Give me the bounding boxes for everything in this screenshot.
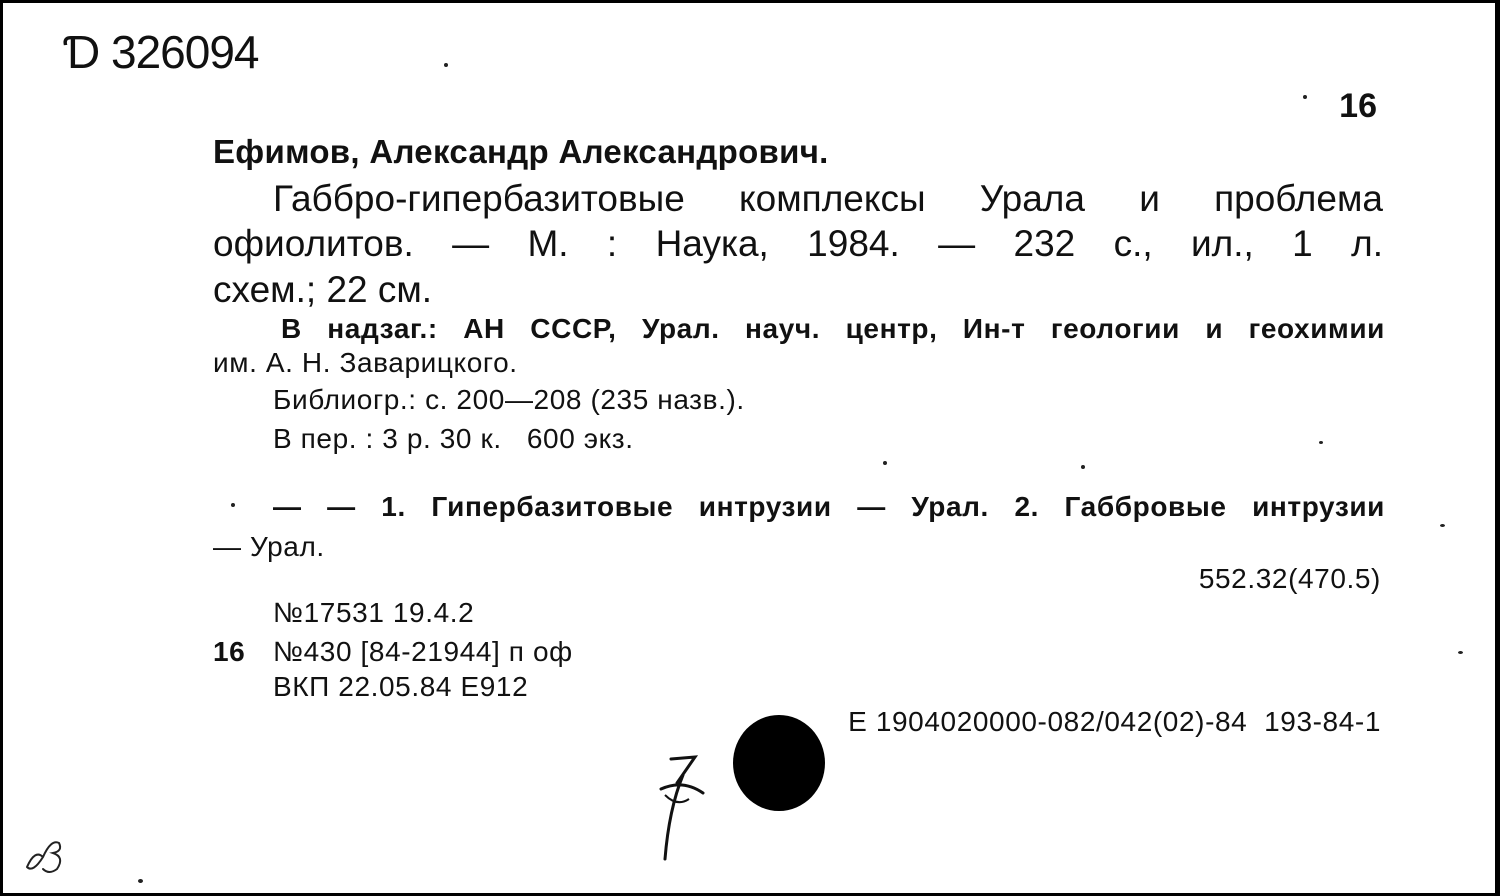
speck bbox=[444, 63, 448, 67]
udc-index: 552.32(470.5) bbox=[1198, 563, 1381, 594]
record-line-1: №17531 19.4.2 bbox=[273, 597, 475, 628]
speck bbox=[1303, 95, 1307, 99]
author-heading: Ефимов, Александр Александрович. bbox=[213, 133, 829, 170]
speck bbox=[231, 503, 235, 507]
classification-code: Е 1904020000-082/042(02)-84 193-84-1 bbox=[848, 706, 1381, 737]
handwritten-mark bbox=[643, 749, 713, 864]
title-line-1: Габбро-гипербазитовые комплексы Урала и проблема bbox=[273, 178, 1383, 219]
speck bbox=[1319, 441, 1323, 444]
record-prefix: 16 bbox=[213, 636, 246, 667]
card-stamp-number: Ɗ 326094 bbox=[63, 26, 259, 78]
record-line-3: ВКП 22.05.84 Е912 bbox=[273, 671, 529, 702]
speck bbox=[138, 879, 143, 883]
subject-line-2: — Урал. bbox=[213, 531, 325, 562]
title-line-3: схем.; 22 см. bbox=[213, 269, 433, 310]
ink-blot bbox=[733, 715, 825, 811]
speck bbox=[1458, 651, 1463, 654]
note-line-3: Библиогр.: с. 200—208 (235 назв.). bbox=[273, 384, 745, 415]
speck bbox=[883, 461, 887, 465]
corner-number: 16 bbox=[1339, 87, 1377, 125]
record-line-2: №430 [84-21944] п оф bbox=[273, 636, 573, 667]
note-line-1: В надзаг.: АН СССР, Урал. науч. центр, Ин-т геологии и геохимии bbox=[281, 313, 1385, 344]
speck bbox=[1081, 465, 1085, 469]
subject-line-1: — — 1. Гипербазитовые интрузии — Урал. 2. Габбровые интрузии bbox=[273, 491, 1385, 522]
handwritten-corner-mark bbox=[21, 827, 67, 877]
note-line-4: В пер. : 3 р. 30 к. 600 экз. bbox=[273, 423, 634, 454]
title-line-2: офиолитов. — М. : Наука, 1984. — 232 с., ил., 1 л. bbox=[213, 223, 1383, 264]
note-line-2: им. А. Н. Заварицкого. bbox=[213, 347, 518, 378]
speck bbox=[1440, 524, 1445, 527]
